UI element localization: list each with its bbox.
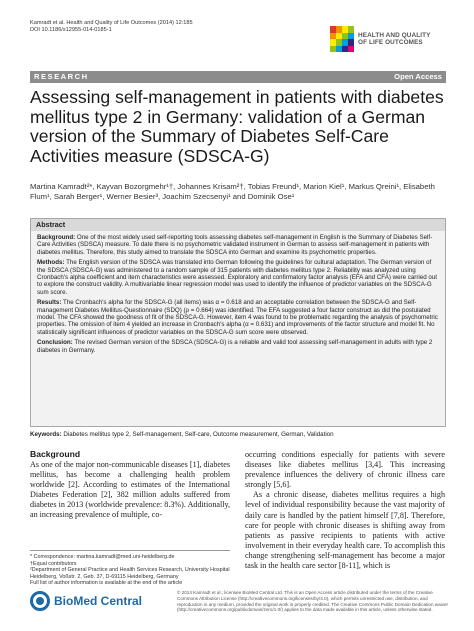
open-access-label: Open Access (394, 72, 442, 81)
abstract-heading: Abstract (31, 219, 445, 231)
abstract-conclusion: Conclusion: The revised German version of the SDSCA (SDSCA-G) is a reliable and valid tool assessing self-management in adults with type 2 diabetes in Germany. (37, 339, 433, 354)
body-column-left (30, 449, 230, 521)
journal-logo-text: HEALTH AND QUALITY OF LIFE OUTCOMES (358, 31, 431, 46)
abstract-box (30, 218, 446, 427)
keywords (30, 431, 446, 439)
journal-logo (330, 24, 446, 54)
journal-logo-icon (330, 26, 354, 52)
doi: DOI 10.1186/s12955-014-0185-1 (30, 27, 112, 34)
biomed-central-icon (30, 591, 50, 611)
abstract-results: Results: The Cronbach's alpha for the SDSCA-G (all items) was α = 0.618 and an acceptable correlation between the SDSCA-G and Self-management Diabetes Mellitus-Questionnaire (SDQ) (ρ = 0.664) was identified. The EFA suggested a four factor construct as did the postulated model. The CFA showed the goodness of fit of the SDSCA-G. However, item 4 was found to be problematic regarding the analysis of psychometric properties. The omission of item 4 yielded an increase in Cronbach's alpha (α = 0.631) and improvements of the factor structure and model fit. No statistically significant influences of predictor variables on the SDSCA-G sum score were observed. (37, 299, 438, 336)
abstract-background: Background: One of the most widely used self-reporting tools assessing diabetes self-management in English is the Summary of Diabetes Self-Care Activities (SDSCA) measure. To date there is no psychometric validated instrument in German to assess self-management in patients with diabetes mellitus. Therefore, this study aimed to translate the SDSCA into German and examine its psychometric properties. (37, 234, 433, 256)
abstract-methods: Methods: The English version of the SDSCA was translated into German following the guidelines for cultural adaptation. The German version of the SDSCA (SDSCA-G) was administered to a random sample of 315 patients with diabetes mellitus type 2. Reliability was analyzed using Cronbach's alpha coefficient and item characteristics were assessed. Exploratory and confirmatory factor analysis (EFA and CFA) were carried out to explore the construct validity. A multivariable linear regression model was used to identify the influence of predictor variables on the SDSCA-G sum score. (37, 259, 437, 296)
keywords-text: Diabetes mellitus type 2, Self-management, Self-care, Outcome measurement, German, Validation (63, 431, 334, 438)
section-bar (30, 71, 446, 83)
affiliation-note: ²Department of General Practice and Health Services Research, University Hospital Heidelberg, Voßstr. 2, Geb. 37, D-69115 Heidelberg, Germany (30, 567, 230, 580)
background-paragraph-1-cont: occurring conditions especially for patients with severe diseases like diabetes mellitus [3,4]. This increasing prevalence influences the delivery of chronic illness care strongly [5,6]. (245, 450, 445, 490)
keywords-label: Keywords: (30, 431, 62, 438)
article-title: Assessing self-management in patients with diabetes mellitus type 2 in Germany: validation of a German version of the Summary of Diabetes Self-Care Activities measure (SDSCA-G) (30, 87, 444, 166)
license-text: © 2014 Kamradt et al.; licensee BioMed Central Ltd. This is an Open Access article distributed under the terms of the Creative Commons Attribution License (http://creativecommons.org/licenses/by/4.0), which permits unrestricted use, distribution, and reproduction in any medium, provided the original work is properly credited. The Creative Commons Public Domain Dedication waiver (http://creativecommons.org/publicdomain/zero/1.0/) applies to the data made available in this article, unless otherwise stated. (177, 590, 449, 613)
background-heading: Background (30, 449, 81, 459)
citation: Kamradt et al. Health and Quality of Life Outcomes (2014) 12:185 (30, 20, 193, 26)
footnotes (30, 550, 230, 587)
background-paragraph-1: As one of the major non-communicable diseases [1], diabetes mellitus, has become a challenging health problem worldwide [2]. According to estimates of the International Diabetes Federation [2], 382 million adults suffered from diabetes in 2013 (worldwide prevalence: 8.3%). Additionally, an increasing prevalence of multiple, co- (30, 460, 230, 520)
author-list: Martina Kamradt²*, Kayvan Bozorgmehr¹†, Johannes Krisam²†, Tobias Freund¹, Marion Kiel¹, Markus Qreini¹, Elisabeth Flum¹, Sarah Berger¹, Werner Besier³, Joachim Szecsenyi¹ and Dominik Ose¹ (30, 182, 435, 202)
background-paragraph-2: As a chronic disease, diabetes mellitus requires a high level of individual responsibility because the vast majority of daily care is handled by the patient himself [7,8]. Therefore, care for people with chronic diseases is shifting away from patients as passive recipients to patients with active involvement in their everyday health care. To accomplish this change strengthening self-management has become a major task in the health care sector [8-11], which is (245, 490, 445, 571)
equal-contributors-note: †Equal contributors (30, 560, 77, 567)
author-info-note: Full list of author information is available at the end of the article (30, 580, 183, 587)
correspondence-note: * Correspondence: martina.kamradt@med.uni-heidelberg.de (30, 554, 175, 560)
body-column-right (245, 450, 445, 571)
page-header (30, 20, 330, 35)
abstract-body (31, 231, 445, 354)
publisher-logo (30, 590, 160, 612)
article-type: RESEARCH (34, 72, 89, 81)
publisher-name: BioMed Central (54, 594, 143, 608)
